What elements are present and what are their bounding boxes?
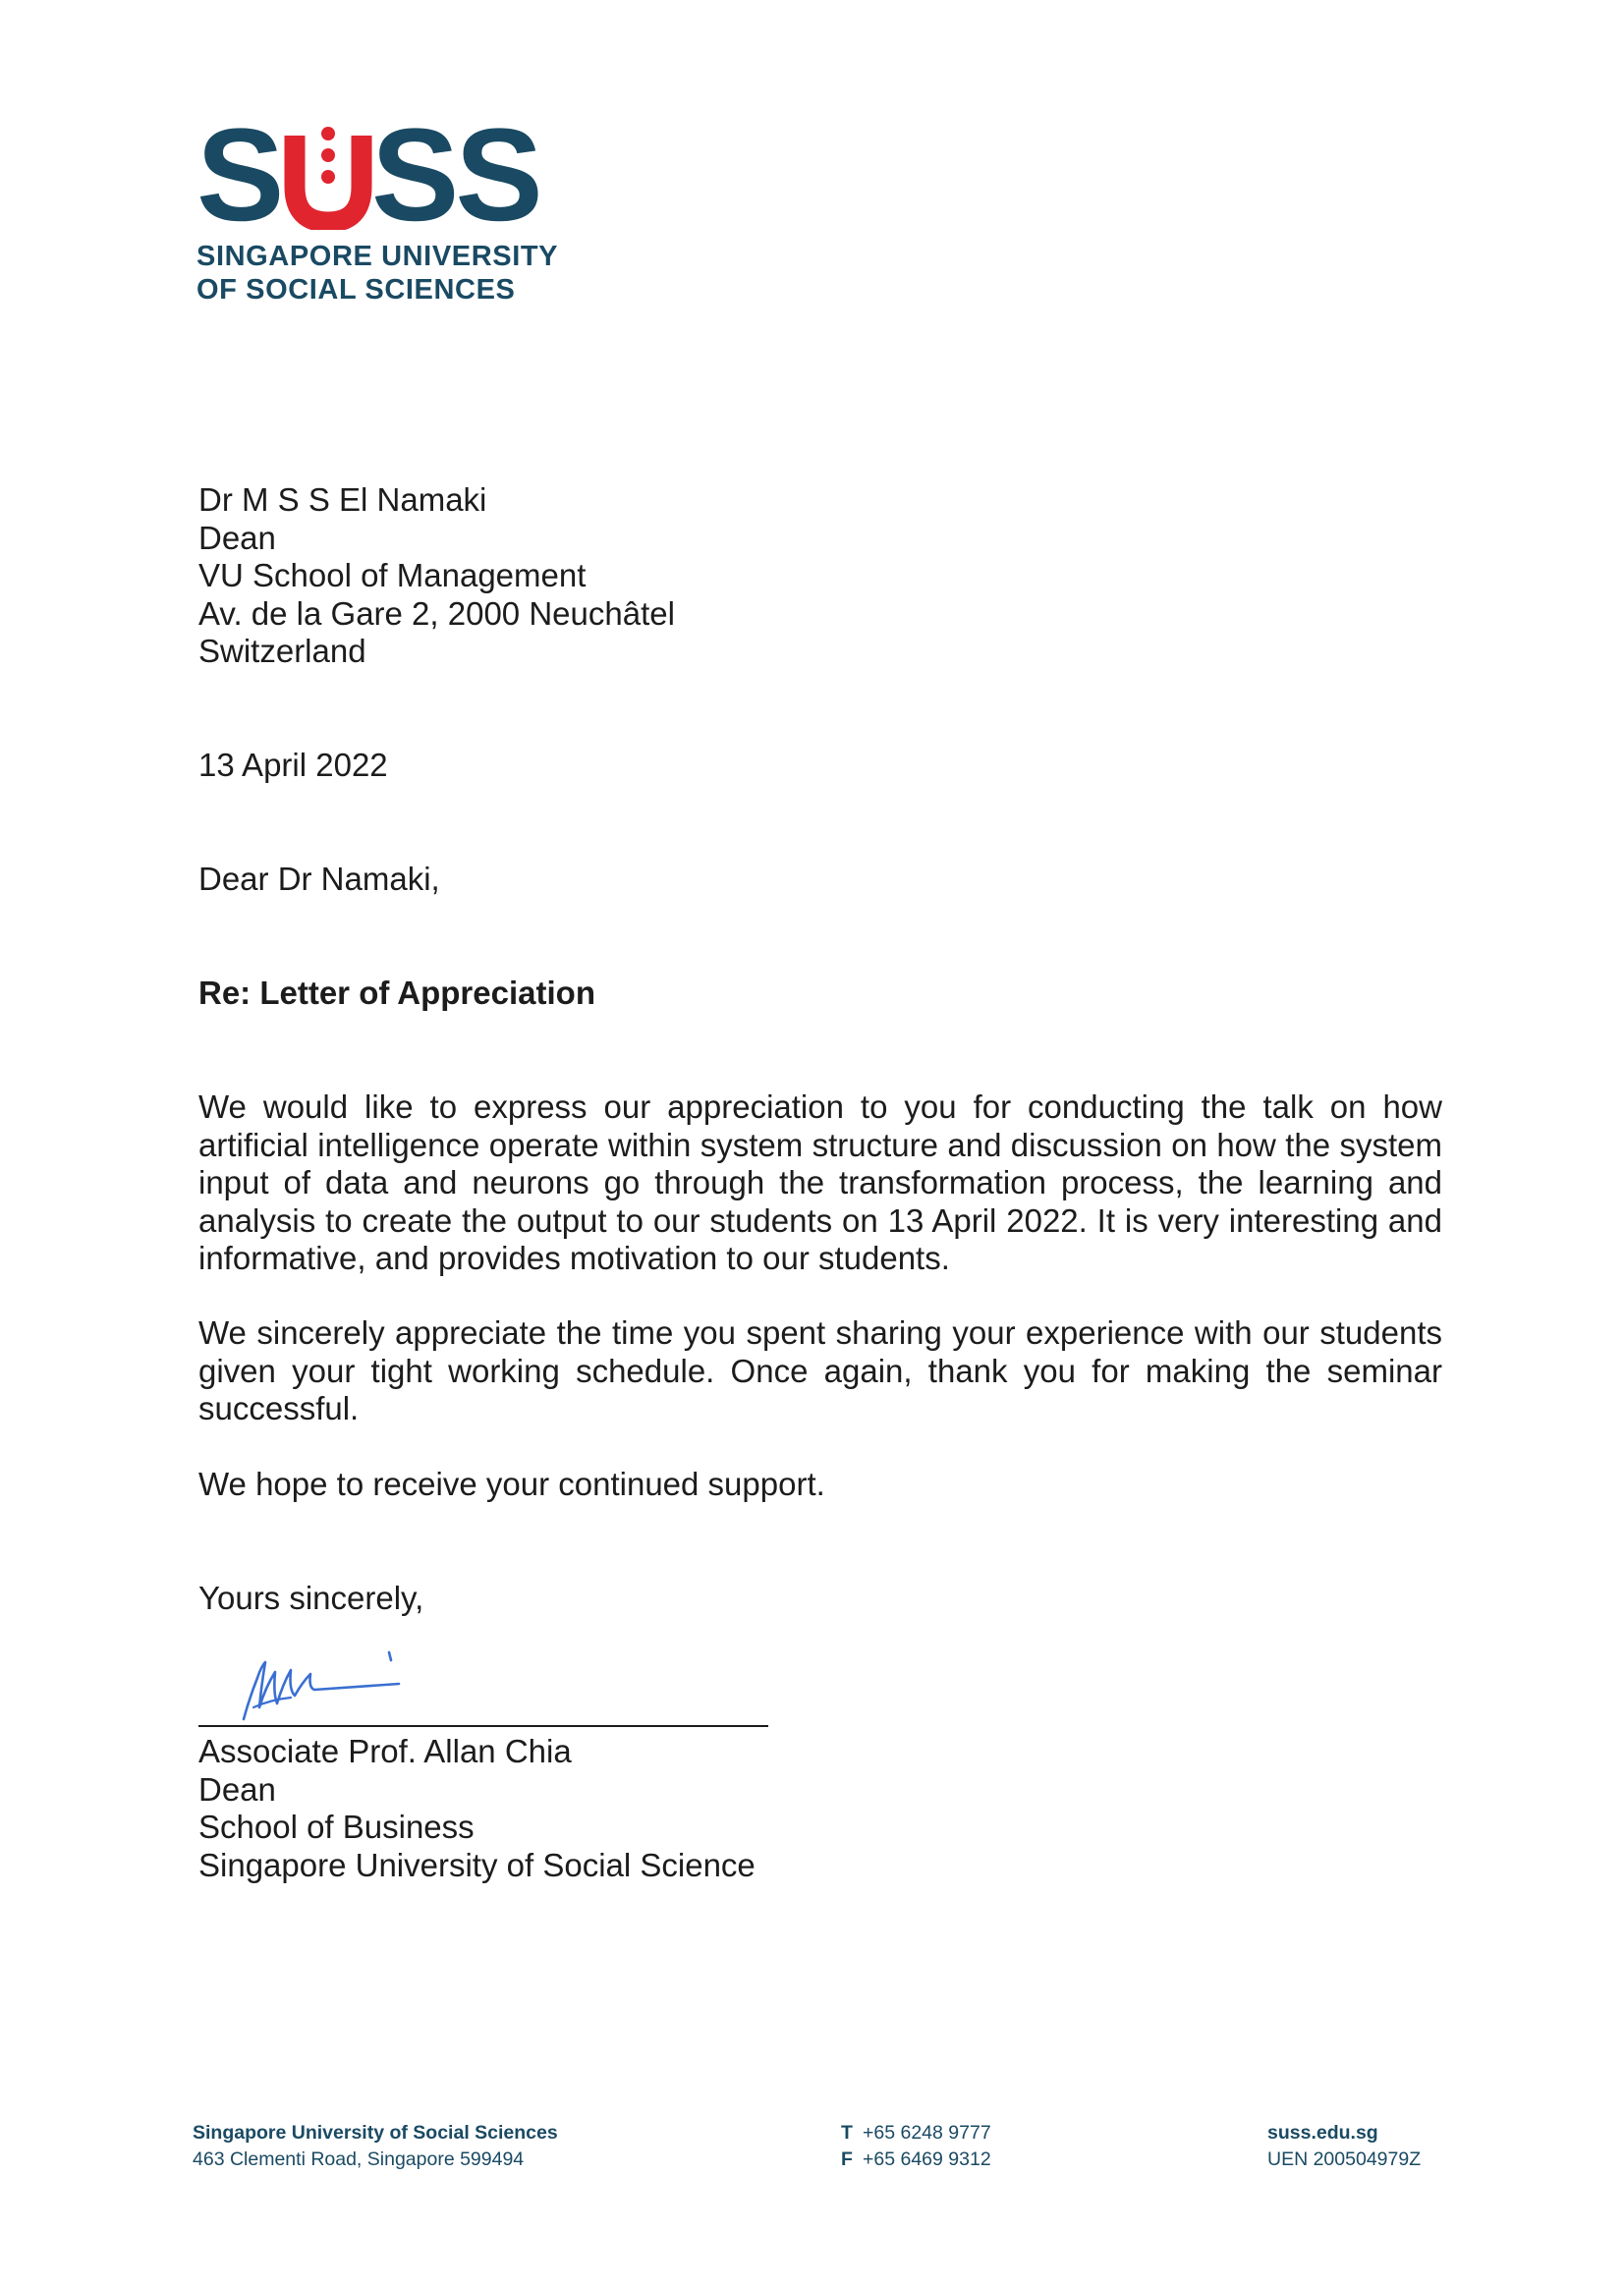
recipient-name: Dr M S S El Namaki	[198, 481, 487, 518]
recipient-street: Av. de la Gare 2, 2000 Neuchâtel	[198, 594, 675, 632]
recipient-address	[198, 481, 1442, 671]
salutation: Dear Dr Namaki,	[198, 861, 440, 897]
uen-number: UEN 200504979Z	[1267, 2148, 1422, 2170]
footer-web	[1267, 2120, 1421, 2173]
footer-street-address: 463 Clementi Road, Singapore 599494	[193, 2148, 525, 2170]
suss-wordmark-logo	[196, 120, 550, 230]
svg-text:SS: SS	[371, 120, 539, 230]
recipient-organization: VU School of Management	[198, 557, 587, 593]
telephone-number: +65 6248 9777	[863, 2122, 991, 2144]
fax-number: +65 6469 9312	[863, 2148, 991, 2170]
telephone-label: T	[841, 2122, 853, 2144]
footer-address	[193, 2120, 558, 2173]
closing: Yours sincerely,	[198, 1580, 424, 1616]
footer-org-name: Singapore University of Social Sciences	[193, 2122, 558, 2144]
signatory-name: Associate Prof. Allan Chia	[198, 1733, 572, 1769]
recipient-country: Switzerland	[198, 633, 366, 669]
logo-line-1: SINGAPORE UNIVERSITY	[196, 241, 559, 272]
signatory-school: School of Business	[198, 1809, 475, 1845]
website-link[interactable]: suss.edu.sg	[1267, 2122, 1378, 2144]
subject-line: Re: Letter of Appreciation	[198, 975, 595, 1011]
body-paragraph-3: We hope to receive your continued support.	[198, 1466, 825, 1502]
body-paragraph-2: We sincerely appreciate the time you spent sharing your experience with our students given your tight working schedule. Once again, thank you for making the seminar successful.	[198, 1314, 1442, 1426]
letter-date: 13 April 2022	[198, 747, 388, 783]
signatory-block	[198, 1733, 1442, 1884]
svg-text:S: S	[196, 120, 281, 230]
body-paragraph-1: We would like to express our appreciation to you for conducting the talk on how artificial intelligence operate within system structure and discussion on how the system input of data and neurons go through the transformation process, the learning and analysis to create the output to our students on 13 April 2022. It is very interesting and informative, and provides motivation to our students.	[198, 1088, 1442, 1276]
signature-line	[198, 1725, 768, 1727]
logo-line-2: OF SOCIAL SCIENCES	[196, 274, 516, 306]
signatory-university: Singapore University of Social Science	[198, 1846, 756, 1883]
signatory-title: Dean	[198, 1770, 276, 1808]
footer-contact	[841, 2120, 991, 2173]
suss-logo	[196, 120, 562, 307]
fax-label: F	[841, 2148, 853, 2170]
handwritten-signature	[232, 1639, 428, 1727]
recipient-title: Dean	[198, 519, 276, 556]
